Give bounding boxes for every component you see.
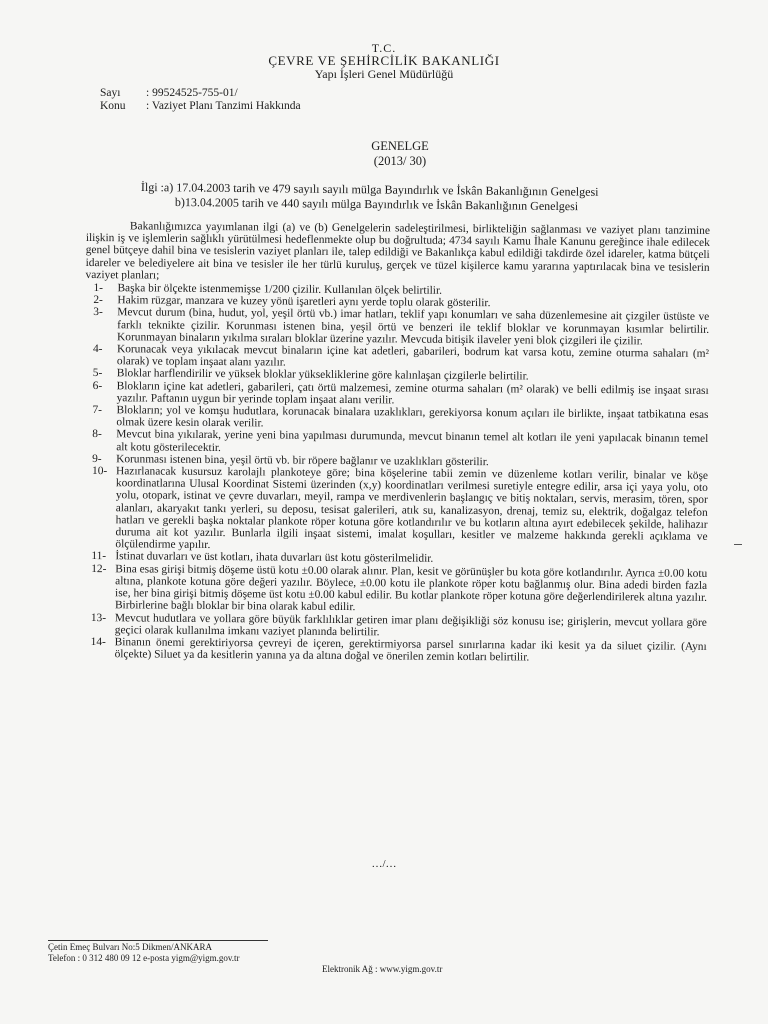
item-text: İstinat duvarları ve üst kotları, ihata duvarları üst kotu gösterilmelidir. xyxy=(115,550,434,566)
item-text: Başka bir ölçekte istenmemişse 1/200 çizilir. Kullanılan ölçek belirtilir. xyxy=(117,282,443,297)
item-number: 3- xyxy=(93,306,103,319)
item-number: 6- xyxy=(92,379,103,392)
list-item xyxy=(85,306,709,348)
item-number: 8- xyxy=(92,428,102,441)
reference-a: İlgi :a) 17.04.2003 tarih ve 479 sayılı sayılı mülga Bayındırlık ve İskân Bakanlığının Genelgesi xyxy=(140,180,599,199)
item-number: 4- xyxy=(92,343,103,356)
footer-address: Çetin Emeç Bulvarı No:5 Dikmen/ANKARA xyxy=(48,940,268,952)
item-number: 2- xyxy=(93,294,103,307)
item-text: Hazırlanacak kusursuz karolajlı plankoteye göre; bina köşelerine tabii zemin ve düzenleme kotları verilir, binalar ve köşe koordinatlarına Ulusal Koordinat Sistemi üzerinden (x,y) koordinatları verilmesi suretiyle entegre edilir, arsa içi yaya yolu, oto yolu, otopark, istinat ve çevre duvarları, meyil, rampa ve merdivenlerin başlangıç ve bitiş noktaları, servis, merasim, tören, spor alanları, akaryakıt tankı yerleri, su deposu, tesisat galerileri, atık su, kanalizasyon, drenaj, temiz su, elektrik, doğalgaz telefon hatları ve gerekli başka noktalar plankote röper kotuna göre kotlandırılır ve bu kotların altına ayırt edebilecek şekilde, halihazır duruma ait kot yazılır. Bunlarla ilgili inşaat sistemi, imalat koşulları, kesitler ve malzeme hakkında gerekli açıklama ve ölçülendirme yapılır. xyxy=(115,465,709,552)
item-text: Hakim rüzgar, manzara ve kuzey yönü işaretleri aynı yerde toplu olarak gösterilir. xyxy=(117,294,491,310)
body-text xyxy=(83,220,710,665)
footer-network: Elektronik Ağ : www.yigm.gov.tr xyxy=(322,964,443,974)
header-tc: T.C. xyxy=(371,41,397,55)
document-number: (2013/ 30) xyxy=(373,154,427,168)
item-text: Korunacak veya yıkılacak mevcut binaların içine kat adetleri, gabarileri, bodrum kat varsa kotu, zemine oturma sahaları (m² olarak) ve toplam inşaat alanı yazılır. xyxy=(116,343,710,369)
sayi-line xyxy=(100,88,238,100)
item-number: 14- xyxy=(90,635,106,649)
item-text: Bina esas girişi bitmiş döşeme üstü kotu ±0.00 olarak alınır. Plan, kesit ve görünüşler bu kota göre kotlandırılır. Ayrıca ±0.00 kotu altına, plankote kotuna göre değeri yazılır. Böylece, ±0.00 kotu ile plankote röper kotu bağlanmış olur. Bina adedi birden fazla ise, her bina girişi bitmiş döşeme üst kotu ±0.00 kabul edilir. Bu kotlar plankote röper kotuna göre değerlendirilerek altına yazılır. Birbirlerine bağlı bloklar bir bina olarak kabul edilir. xyxy=(114,562,708,614)
item-text: Mevcut bina yıkılarak, yerine yeni bina yapılması durumunda, mevcut binanın temel alt kotları ile yeni yapılacak binanın temel alt kotu gösterilecektir. xyxy=(116,428,709,454)
document-title: GENELGE xyxy=(371,139,429,153)
konu-value: : Vaziyet Planı Tanzimi Hakkında xyxy=(146,100,301,112)
item-text: Bloklar harflendirilir ve yüksek bloklar yüksekliklerine göre kalınlaşan çizgilerle belirtilir. xyxy=(116,367,529,383)
footer-contact: Telefon : 0 312 480 09 12 e-posta yigm@yigm.gov.tr xyxy=(48,953,240,963)
item-text: Binanın önemi gerektiriyorsa çevreyi de içeren, gerektirmiyorsa parsel sınırlarına kadar iki kesit ya da siluet çizilir. (Aynı ölçekte) Siluet ya da kesitlerin yanına ya da altına doğal ve önerilen zemin kotları belirtilir. xyxy=(114,636,707,664)
intro-paragraph: Bakanlığımızca yayımlanan ilgi (a) ve (b) Genelgelerin sadeleştirilmesi, birlikteliğin sağlanması ve vaziyet planı tanzimine ilişkin iş ve işlemlerin sağlıklı yürütülmesi hedeflenmekte olup bu doğrultuda; 4734 sayılı Kamu İhale Kanunu gereğince ihale edilecek genel bütçeye dahil bina ve tesislerin vaziyet planları ile, talep edildiği ve Bakanlıkça kabul edildiği takdirde özel idareler, katma bütçeli idareler ve belediyelere ait bina ve tesisler ile her türlü kuruluş, gerçek ve tüzel kişilerce kamu yararına yaptırılacak bina ve tesislerin vaziyet planları; xyxy=(85,220,710,282)
list-item xyxy=(83,563,707,617)
item-number: 11- xyxy=(91,550,107,563)
item-number: 5- xyxy=(92,367,103,380)
header-ministry: ÇEVRE VE ŞEHİRCİLİK BAKANLIĞI xyxy=(268,53,500,68)
konu-label: Konu xyxy=(100,100,126,112)
continuation-mark: …/… xyxy=(371,858,397,870)
item-text: Blokların içine kat adetleri, gabarileri, çatı örtü malzemesi, zemine oturma sahaları (m² olarak) ve belli edilmiş ise inşaat sırası yazılır. Paftanın uygun bir yerinde toplam inşaat alanı verilir. xyxy=(116,379,709,407)
margin-mark xyxy=(734,544,742,545)
item-text: Mevcut durum (bina, hudut, yol, yeşil örtü vb.) imar hatları, teklif yapı konumları ve saha düzenlemesine ait çizgiler üstüste ve farklı teknikte çizilir. Korunması istenen bina, yeşil örtü ve benzeri ile teklif bloklar ve korunmayan kısımlar belirtilir. Korunmayan binaların yıkılma sıraları bloklar üzerine yazılır. Mevcuda bitişik ilaveler yeni blok çizgileri ile çizilir. xyxy=(117,306,710,348)
item-number: 1- xyxy=(93,282,104,295)
konu-line xyxy=(100,101,301,113)
header-directorate: Yapı İşleri Genel Müdürlüğü xyxy=(314,67,454,81)
item-number: 10- xyxy=(91,465,108,478)
item-number: 13- xyxy=(90,611,107,624)
item-number: 7- xyxy=(92,404,103,417)
item-text: Korunması istenen bina, yeşil örtü vb. bir röpere bağlanır ve uzaklıkları gösterilir. xyxy=(116,453,489,469)
item-text: Mevcut hudutlara ve yollara göre büyük farklılıklar getiren imar planı değişikliği söz konusu ise; girişlerin, mevcut yollara göre geçici olarak kullanılma imkanı vaziyet planında belirtilir. xyxy=(114,611,707,639)
item-text: Blokların; yol ve komşu hudutlara, korunacak binalara uzaklıkları, gerekiyorsa konum açıları ile birlikte, inşaat tatbikatına esas olmak üzere kesin olarak verilir. xyxy=(116,404,709,430)
item-number: 12- xyxy=(91,562,107,575)
sayi-value: : 99524525-755-01/ xyxy=(146,87,238,99)
reference-b: b)13.04.2005 tarih ve 440 sayılı mülga Bayındırlık ve İskân Bakanlığının Genelgesi xyxy=(174,195,579,214)
sayi-label: Sayı xyxy=(100,87,121,99)
item-list xyxy=(83,282,710,665)
list-item xyxy=(83,636,707,665)
item-number: 9- xyxy=(92,452,102,465)
list-item xyxy=(83,465,708,555)
